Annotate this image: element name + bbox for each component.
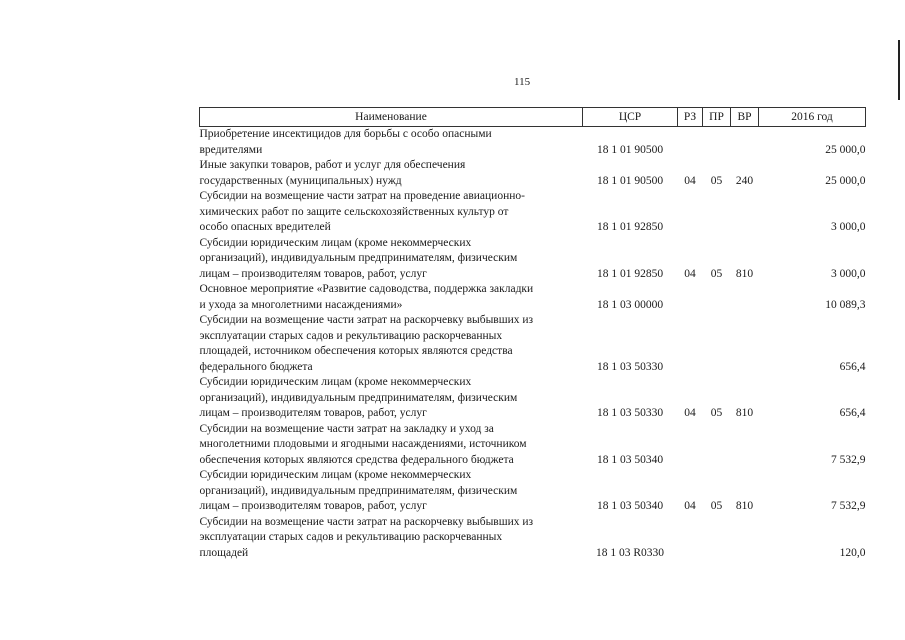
- row-amount: 25 000,0: [825, 174, 866, 187]
- row-name-line: площадей: [199, 546, 249, 559]
- row-vr: 810: [735, 267, 754, 280]
- header-rz: РЗ: [678, 108, 703, 127]
- row-pr: 05: [710, 267, 723, 280]
- row-pr: [703, 282, 731, 313]
- table-body: [200, 127, 866, 562]
- row-csr: 18 1 03 50340: [596, 453, 664, 466]
- row-name: [200, 158, 583, 189]
- row-csr: 18 1 03 50330: [596, 407, 664, 419]
- row-name-line: Субсидии на возмещение части затрат на раскорчевку выбывших из: [199, 515, 534, 528]
- row-name-line: организаций), индивидуальным предпринимателям, физическим: [199, 484, 518, 497]
- row-name-line: площадей, источником обеспечения которых являются средства: [199, 345, 513, 357]
- row-csr: 18 1 01 92850: [596, 221, 664, 233]
- row-name-line: государственных (муниципальных) нужд: [199, 174, 402, 187]
- row-name-line: Основное мероприятие «Развитие садоводства, поддержка закладки: [199, 283, 534, 295]
- row-name-line: химических работ по защите сельскохозяйственных культур от: [199, 205, 509, 218]
- row-vr: 240: [735, 174, 754, 187]
- row-name-line: организаций), индивидуальным предпринимателям, физическим: [199, 252, 518, 264]
- row-name: [200, 422, 583, 469]
- table-row: [200, 375, 866, 422]
- row-csr: 18 1 03 00000: [596, 298, 664, 311]
- row-rz: [678, 313, 703, 375]
- row-name-line: многолетними плодовыми и ягодными насаждениями, источником: [199, 438, 527, 450]
- row-pr: 05: [710, 407, 723, 419]
- row-rz: 04: [684, 500, 696, 512]
- table-header-row: [200, 108, 866, 127]
- page-edge-divider: [898, 40, 900, 100]
- row-name-line: эксплуатации старых садов и рекультивацию раскорчеванных: [199, 531, 503, 543]
- header-name: Наименование: [200, 108, 583, 127]
- table-row: [200, 515, 866, 562]
- table-row: [200, 236, 866, 283]
- row-name-line: вредителями: [199, 143, 263, 156]
- row-amount: 120,0: [839, 546, 866, 559]
- table-row: [200, 282, 866, 313]
- row-name: [200, 189, 583, 236]
- row-pr: [703, 189, 731, 236]
- row-vr: [731, 313, 759, 375]
- row-name-line: лицам – производителям товаров, работ, услуг: [199, 267, 427, 280]
- row-pr: [703, 127, 731, 159]
- table-row: [200, 158, 866, 189]
- row-amount: 3 000,0: [831, 221, 866, 233]
- row-rz: 04: [684, 267, 696, 280]
- row-name: [200, 282, 583, 313]
- row-vr: 810: [735, 407, 754, 419]
- page-number: 115: [514, 76, 531, 88]
- row-csr: 18 1 01 90500: [596, 174, 664, 187]
- row-name-line: и ухода за многолетними насаждениями»: [199, 298, 403, 311]
- row-amount: 3 000,0: [831, 267, 866, 280]
- row-name: [200, 515, 583, 562]
- row-rz: 04: [684, 407, 696, 419]
- table-row: [200, 468, 866, 515]
- row-name-line: федерального бюджета: [199, 360, 313, 373]
- table-row: [200, 422, 866, 469]
- row-name-line: лицам – производителям товаров, работ, услуг: [199, 407, 427, 419]
- row-amount: 7 532,9: [831, 500, 866, 512]
- row-name-line: Иные закупки товаров, работ и услуг для обеспечения: [199, 159, 466, 171]
- row-pr: 05: [710, 174, 723, 187]
- row-name: [200, 375, 583, 422]
- row-name-line: обеспечения которых являются средства федерального бюджета: [199, 453, 514, 466]
- row-name: [200, 313, 583, 375]
- row-amount: 10 089,3: [825, 298, 866, 311]
- row-rz: [678, 127, 703, 159]
- table-row: [200, 313, 866, 375]
- row-pr: [703, 313, 731, 375]
- row-pr: [703, 515, 731, 562]
- row-amount: 7 532,9: [831, 453, 866, 466]
- header-pr: ПР: [703, 108, 731, 127]
- row-pr: 05: [710, 500, 723, 512]
- row-pr: [703, 422, 731, 469]
- header-year-2016: 2016 год: [759, 108, 866, 127]
- row-rz: [678, 515, 703, 562]
- row-rz: 04: [684, 174, 696, 187]
- row-vr: [731, 189, 759, 236]
- row-name-line: Субсидии юридическим лицам (кроме некоммерческих: [199, 469, 472, 481]
- row-name-line: организаций), индивидуальным предпринимателям, физическим: [199, 391, 518, 404]
- row-csr: 18 1 03 50340: [596, 500, 664, 512]
- row-vr: [731, 127, 759, 159]
- row-name: [200, 236, 583, 283]
- row-name-line: Приобретение инсектицидов для борьбы с особо опасными: [199, 128, 492, 140]
- row-name: [200, 468, 583, 515]
- row-name-line: лицам – производителям товаров, работ, услуг: [199, 500, 427, 512]
- row-csr: 18 1 03 R0330: [595, 546, 665, 559]
- row-csr: 18 1 01 90500: [596, 143, 664, 156]
- row-vr: 810: [735, 500, 754, 512]
- row-csr: 18 1 01 92850: [596, 267, 664, 280]
- row-amount: 656,4: [839, 407, 866, 419]
- row-name-line: Субсидии на возмещение части затрат на проведение авиационно-: [199, 190, 525, 202]
- row-name-line: эксплуатации старых садов и рекультивацию раскорчеванных: [199, 329, 503, 342]
- budget-table: [199, 107, 866, 561]
- row-name-line: Субсидии на возмещение части затрат на закладку и уход за: [199, 422, 494, 435]
- row-name-line: Субсидии юридическим лицам (кроме некоммерческих: [199, 376, 472, 388]
- row-vr: [731, 422, 759, 469]
- header-csr: ЦСР: [583, 108, 678, 127]
- table-row: [200, 127, 866, 159]
- row-vr: [731, 282, 759, 313]
- row-amount: 656,4: [839, 360, 866, 373]
- row-name-line: Субсидии на возмещение части затрат на раскорчевку выбывших из: [199, 314, 534, 326]
- table-row: [200, 189, 866, 236]
- row-name-line: особо опасных вредителей: [199, 221, 331, 233]
- row-csr: 18 1 03 50330: [596, 360, 664, 373]
- row-rz: [678, 189, 703, 236]
- row-name-line: Субсидии юридическим лицам (кроме некоммерческих: [199, 236, 472, 249]
- row-rz: [678, 282, 703, 313]
- row-name: [200, 127, 583, 159]
- row-amount: 25 000,0: [825, 143, 866, 156]
- row-vr: [731, 515, 759, 562]
- header-vr: ВР: [731, 108, 759, 127]
- row-rz: [678, 422, 703, 469]
